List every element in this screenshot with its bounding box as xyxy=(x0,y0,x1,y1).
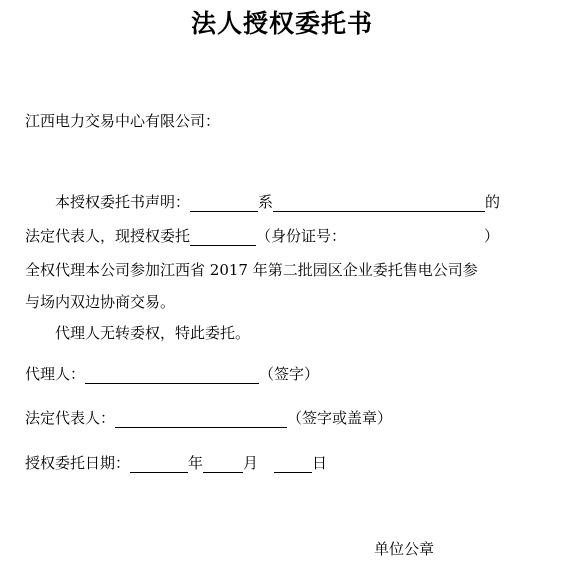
document-title: 法人授权委托书 xyxy=(190,9,373,38)
agent-signature-blank xyxy=(85,367,259,384)
statement-text: 系 xyxy=(258,193,274,211)
legal-rep-label: 法定代表人： xyxy=(25,409,116,427)
statement-line-1 xyxy=(55,192,500,212)
agent-signature-line xyxy=(25,364,319,384)
addressee: 江西电力交易中心有限公司： xyxy=(25,112,221,130)
legal-rep-signature-blank xyxy=(115,411,287,428)
agent-note: （签字） xyxy=(259,365,320,383)
agent-name-blank xyxy=(190,229,256,246)
statement-line-4: 与场内双边协商交易。 xyxy=(25,293,176,311)
statement-text: ） xyxy=(484,227,500,245)
statement-line-3: 全权代理本公司参加江西省 2017 年第二批园区企业委托售电公司参 xyxy=(25,261,478,279)
statement-text: （身份证号： xyxy=(256,227,347,245)
statement-text: 法定代表人，现授权委托 xyxy=(25,227,191,245)
rep-name-blank xyxy=(273,195,485,212)
legal-rep-note: （签字或盖章） xyxy=(287,409,393,427)
month-text: 月 xyxy=(243,454,259,472)
date-label: 授权委托日期： xyxy=(25,454,131,472)
no-sublet-clause: 代理人无转委权，特此委托。 xyxy=(55,324,251,342)
month-blank xyxy=(203,456,243,473)
statement-text: 本授权委托书声明： xyxy=(55,193,191,211)
agent-label: 代理人： xyxy=(25,365,86,383)
company-seal-label: 单位公章 xyxy=(374,540,435,558)
year-blank xyxy=(130,456,188,473)
date-line xyxy=(25,453,327,473)
year-text: 年 xyxy=(188,454,204,472)
statement-text: 的 xyxy=(485,193,501,211)
statement-line-2 xyxy=(25,226,499,246)
legal-rep-signature-line xyxy=(25,408,392,428)
day-blank xyxy=(274,456,312,473)
day-text: 日 xyxy=(312,454,328,472)
company-name-blank xyxy=(190,195,258,212)
